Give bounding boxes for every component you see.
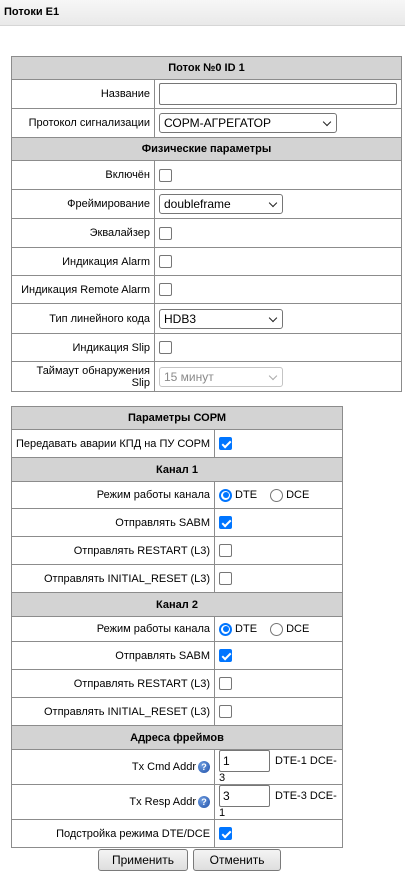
chevron-down-icon [269, 313, 277, 321]
tx-cmd-label: Tx Cmd Addr [131, 761, 197, 774]
framing-value: doubleframe [164, 197, 231, 211]
ch1-sabm-label: Отправлять SABM [12, 509, 215, 537]
slip-label: Индикация Slip [12, 334, 155, 362]
remote-alarm-label: Индикация Remote Alarm [12, 276, 155, 304]
ch2-initial-reset-label: Отправлять INITIAL_RESET (L3) [12, 698, 215, 726]
framing-select[interactable] [159, 194, 283, 214]
ch1-mode-dce-radio[interactable] [270, 489, 283, 502]
help-icon[interactable]: ? [198, 796, 210, 808]
channel2-header: Канал 2 [12, 593, 343, 617]
ch1-sabm-checkbox[interactable] [219, 516, 232, 529]
chevron-down-icon [269, 371, 277, 379]
frame-addresses-header: Адреса фреймов [12, 726, 343, 750]
help-icon[interactable]: ? [198, 761, 210, 773]
apply-button[interactable]: Применить [98, 849, 188, 871]
chevron-down-icon [269, 199, 277, 207]
ch2-mode-dte-radio[interactable] [219, 623, 232, 636]
stream-header: Поток №0 ID 1 [12, 57, 402, 80]
protocol-label: Протокол сигнализации [12, 109, 155, 138]
ch2-mode-dce-label: DCE [286, 623, 310, 635]
ch2-mode-dce-radio[interactable] [270, 623, 283, 636]
chevron-down-icon [323, 118, 331, 126]
stream-settings-table [11, 56, 402, 392]
name-input[interactable] [159, 83, 397, 105]
line-code-value: HDB3 [164, 311, 197, 326]
name-label: Название [12, 80, 155, 109]
tx-resp-label-cell [12, 785, 215, 820]
ch2-sabm-label: Отправлять SABM [12, 642, 215, 670]
tx-cmd-label-cell [12, 750, 215, 785]
ch2-sabm-checkbox[interactable] [219, 649, 232, 662]
sorm-settings-table [11, 406, 343, 848]
channel1-header: Канал 1 [12, 458, 343, 482]
ch2-mode-dte-label: DTE [235, 623, 258, 635]
slip-timeout-select [159, 367, 283, 387]
protocol-select[interactable] [159, 113, 337, 133]
dte-dce-adjust-label: Подстройка режима DTE/DCE [12, 820, 215, 848]
ch1-initial-reset-checkbox[interactable] [219, 572, 232, 585]
transmit-alarms-checkbox[interactable] [219, 437, 232, 450]
sorm-header: Параметры СОРМ [12, 407, 343, 430]
protocol-value: СОРМ-АГРЕГАТОР [164, 116, 271, 130]
equalizer-checkbox[interactable] [159, 227, 172, 240]
page-title: Потоки Е1 [0, 0, 405, 26]
tx-resp-label: Tx Resp Addr [129, 796, 197, 809]
alarm-checkbox[interactable] [159, 255, 172, 268]
enabled-checkbox[interactable] [159, 169, 172, 182]
ch1-initial-reset-label: Отправлять INITIAL_RESET (L3) [12, 565, 215, 593]
line-code-label: Тип линейного кода [12, 304, 155, 334]
tx-resp-input[interactable] [219, 785, 270, 807]
ch2-mode-label: Режим работы канала [12, 617, 215, 642]
physical-header: Физические параметры [12, 138, 402, 161]
ch1-restart-label: Отправлять RESTART (L3) [12, 537, 215, 565]
ch1-mode-dte-radio[interactable] [219, 489, 232, 502]
slip-timeout-label: Таймаут обнаружения Slip [12, 362, 155, 392]
equalizer-label: Эквалайзер [12, 219, 155, 248]
framing-label: Фреймирование [12, 190, 155, 219]
dte-dce-adjust-checkbox[interactable] [219, 827, 232, 840]
ch1-mode-label: Режим работы канала [12, 482, 215, 509]
transmit-alarms-label: Передавать аварии КПД на ПУ СОРМ [12, 430, 215, 458]
ch2-restart-label: Отправлять RESTART (L3) [12, 670, 215, 698]
ch1-mode-dce-label: DCE [286, 489, 310, 501]
tx-resp-hint: DTE-3 DCE-1 [219, 790, 337, 820]
enabled-label: Включён [12, 161, 155, 190]
ch1-restart-checkbox[interactable] [219, 544, 232, 557]
form-actions [98, 849, 283, 871]
slip-checkbox[interactable] [159, 341, 172, 354]
tx-cmd-input[interactable] [219, 750, 270, 772]
slip-timeout-value: 15 минут [164, 369, 214, 384]
ch2-restart-checkbox[interactable] [219, 677, 232, 690]
remote-alarm-checkbox[interactable] [159, 283, 172, 296]
alarm-label: Индикация Alarm [12, 248, 155, 276]
line-code-select[interactable] [159, 309, 283, 329]
tx-cmd-hint: DTE-1 DCE-3 [219, 755, 337, 785]
ch1-mode-dte-label: DTE [235, 489, 258, 501]
ch2-initial-reset-checkbox[interactable] [219, 705, 232, 718]
cancel-button[interactable]: Отменить [193, 849, 281, 871]
